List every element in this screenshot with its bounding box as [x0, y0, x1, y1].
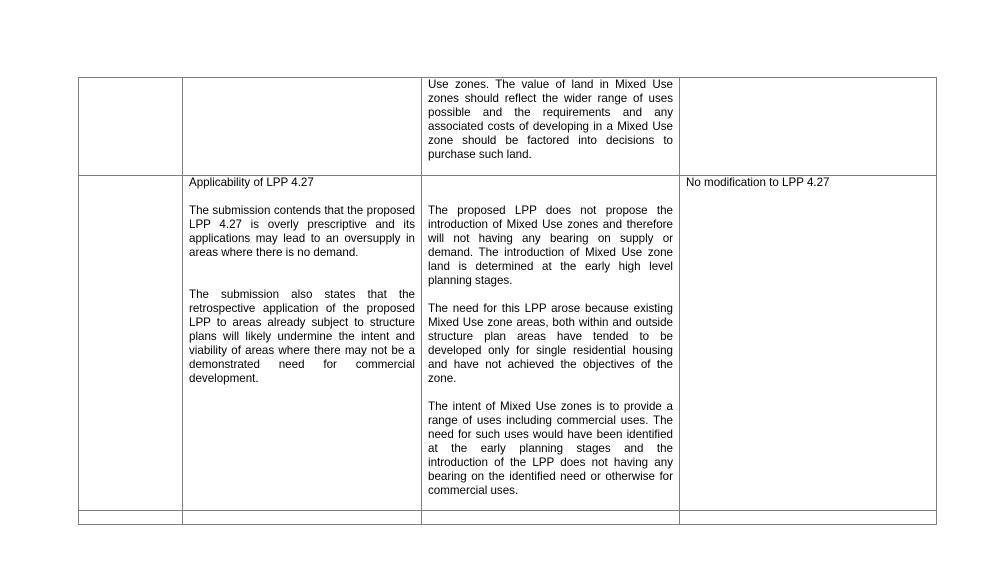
submission-paragraph-2: The submission also states that the retrospective application of the proposed LPP to areas already subject to structure plans will likely undermine the intent and viability of areas where there may not be a demonstrated need for commercial development.	[189, 288, 415, 385]
table-column-divider	[679, 77, 680, 525]
response-paragraph-2: The need for this LPP arose because existing Mixed Use zone areas, both within and outside structure plan areas have tended to be developed only for single residential housing and have not achieved the objectives of the zone.	[428, 302, 673, 385]
response-cell-continued	[428, 78, 673, 162]
recommendation-cell	[686, 176, 926, 190]
response-continued-text: Use zones. The value of land in Mixed Use zones should reflect the wider range of uses possible and the requirements and any associated costs of developing in a Mixed Use zone should be factored into decisions to purchase such land.	[428, 78, 673, 161]
response-paragraph-1: The proposed LPP does not propose the introduction of Mixed Use zones and therefore will not having any bearing on supply or demand. The introduction of Mixed Use zone land is determined at the early high level planning stages.	[428, 204, 673, 287]
table-column-divider	[421, 77, 422, 525]
response-cell	[428, 204, 673, 498]
submission-cell	[189, 176, 415, 386]
table-column-divider	[182, 77, 183, 525]
table-border-left	[78, 77, 79, 525]
table-row-divider	[78, 510, 937, 511]
table-border-bottom	[78, 524, 937, 525]
submission-paragraph-1: The submission contends that the proposed LPP 4.27 is overly prescriptive and its applications may lead to an oversupply in areas where there is no demand.	[189, 204, 415, 259]
submission-title: Applicability of LPP 4.27	[189, 176, 314, 189]
response-paragraph-3: The intent of Mixed Use zones is to provide a range of uses including commercial uses. The need for such uses would have been identified at the early planning stages and the introduction of the LPP does not having any bearing on the identified need or otherwise for commercial uses.	[428, 400, 673, 497]
recommendation-text: No modification to LPP 4.27	[686, 176, 830, 189]
submissions-table	[78, 77, 937, 525]
table-border-right	[936, 77, 937, 525]
